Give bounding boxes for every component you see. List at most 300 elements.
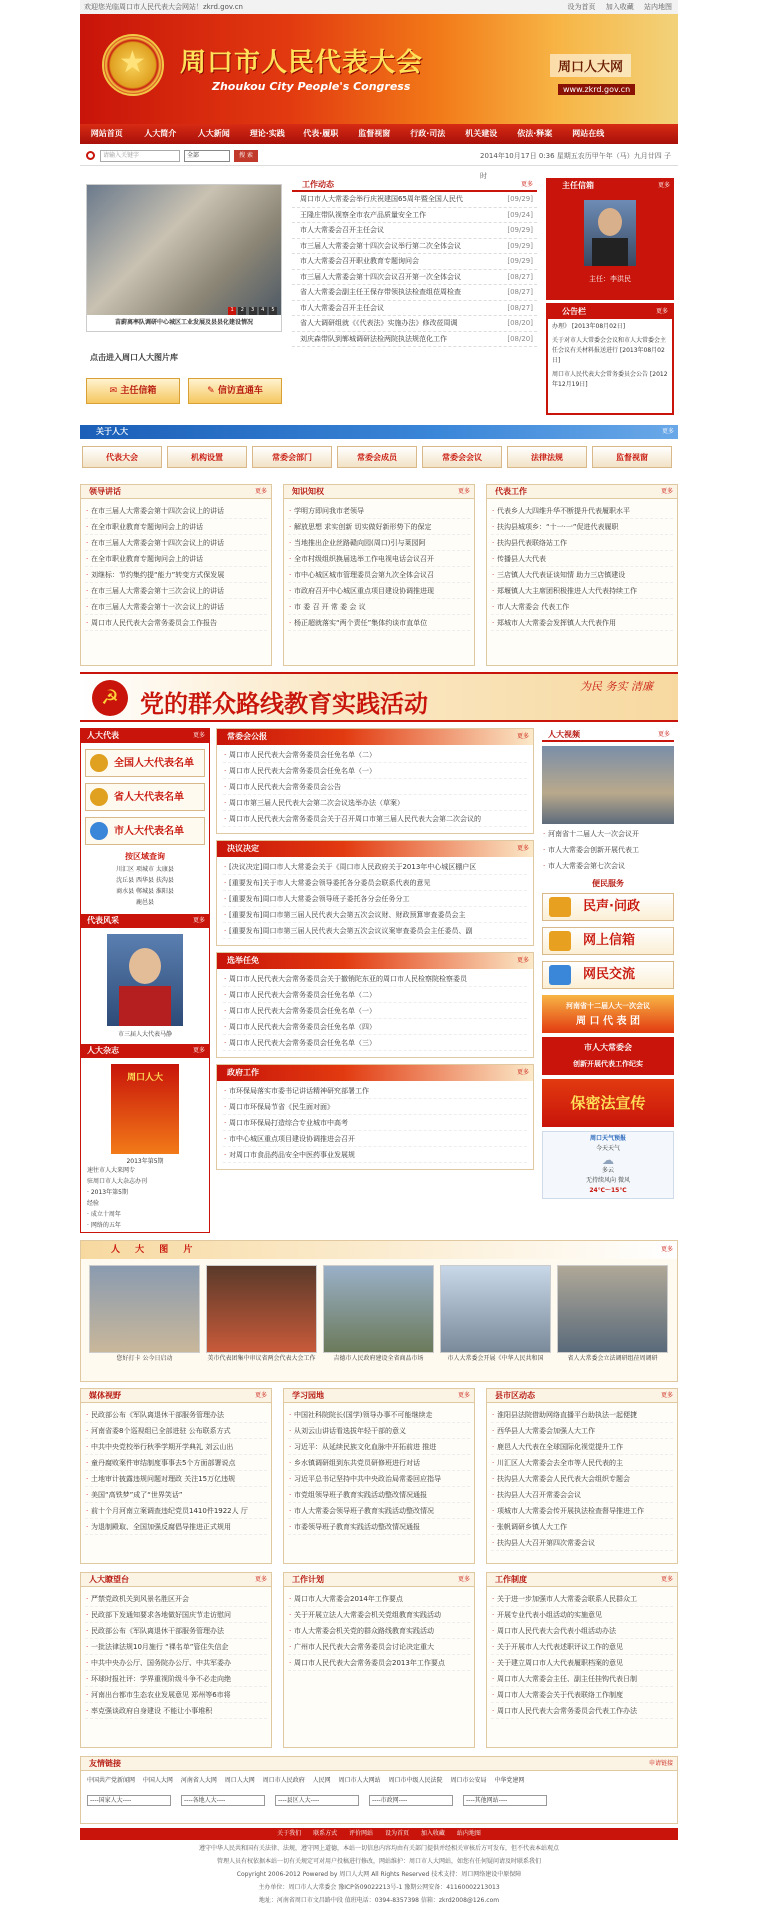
- column-header: [81, 1389, 271, 1403]
- committee-banner[interactable]: [542, 1037, 674, 1075]
- column-item[interactable]: · 为退制殿取、全国加强反腐倡导推进正式规用: [85, 1519, 267, 1535]
- column-item[interactable]: · 关于建立周口市人大代表履职档案的意见: [491, 1655, 673, 1671]
- column-item[interactable]: · 市 委 召 开 常 委 会 议: [288, 599, 470, 615]
- deputy-header: [81, 729, 209, 743]
- column-list: [284, 1587, 474, 1671]
- link-item[interactable]: 河南省人大网: [180, 1777, 217, 1784]
- government-select[interactable]: ----市政网----: [369, 1795, 453, 1806]
- nav-item-deputy[interactable]: 代表·履职: [303, 129, 339, 138]
- search-input[interactable]: 请输入关键字: [100, 150, 180, 162]
- site-name-badge: 周口人大网: [550, 54, 631, 77]
- column-item[interactable]: · 在市三届人大常委会第十四次会议上的讲话: [85, 535, 267, 551]
- column-more[interactable]: 更多: [254, 1576, 267, 1583]
- director-panel: [546, 178, 674, 300]
- column-title: 领导讲话: [89, 487, 121, 496]
- local-congress-select[interactable]: ----各地人大----: [181, 1795, 265, 1806]
- section-item[interactable]: · 周口市人民代表大会常务委员会公告: [223, 779, 527, 795]
- news-item[interactable]: [292, 192, 537, 208]
- section-list: [217, 857, 533, 941]
- column-item[interactable]: · 开展专业代表小组活动的实施意见: [491, 1607, 673, 1623]
- section-item[interactable]: · 周口市人民代表大会常务委员会任免名单（一）: [223, 1003, 527, 1019]
- party-campaign-banner[interactable]: [80, 672, 678, 722]
- news-item-title: 省人大常委会副主任王保存带领执法检查组莅周检查: [300, 288, 461, 296]
- party-campaign-slogan: 为民 务实 清廉: [580, 680, 653, 693]
- main-nav: [80, 124, 678, 144]
- mail-icon: ✉: [109, 386, 121, 396]
- nav-item-news[interactable]: 人大新闻: [197, 129, 230, 138]
- section-item[interactable]: · [重要发布]周口市人大常委会领导班子委托各分会任务分工: [223, 891, 527, 907]
- national-deputy-list-button[interactable]: 全国人大代表名单: [85, 749, 205, 777]
- weather-temp: 24℃～15℃: [589, 1187, 627, 1194]
- director-caption: 主任：李洪民: [589, 275, 631, 283]
- netizen-exchange-button[interactable]: 网民交流: [542, 961, 674, 989]
- section-list: [217, 745, 533, 829]
- about-button-congress[interactable]: 代表大会: [82, 446, 162, 468]
- news-item-date: [08/27]: [507, 288, 533, 296]
- slider-page[interactable]: 1: [228, 307, 236, 315]
- middle-section: [216, 840, 534, 946]
- slider-caption: 苗蔚离率队调研中心城区工业发展及县县化建设情况: [114, 319, 253, 326]
- section-item[interactable]: · 周口市人民代表大会常务委员会关于撤销陀东亚的周口市人民检察院检察委员: [223, 971, 527, 987]
- about-button-organization[interactable]: 机构设置: [167, 446, 247, 468]
- column-item[interactable]: · 河南省委8个巡视组已全部进驻 公布联系方式: [85, 1423, 267, 1439]
- director-more[interactable]: 更多: [657, 182, 670, 189]
- link-item[interactable]: 周口市中级人民法院: [388, 1777, 443, 1784]
- column-item[interactable]: · 关于进一步加强市人大常委会联系人民群众工: [491, 1591, 673, 1607]
- magazine-list: [81, 1165, 209, 1231]
- section-title: 常委会公报: [227, 732, 267, 741]
- about-button-supervision[interactable]: 监督视窗: [592, 446, 672, 468]
- column-item[interactable]: · 中国社科院院长(国学)领导办事不可能继续走: [288, 1407, 470, 1423]
- provincial-congress-banner[interactable]: [542, 995, 674, 1033]
- column-item[interactable]: · 代表乡人大四维升华不断提升代表履职水平: [491, 503, 673, 519]
- gallery-photo: [557, 1265, 668, 1353]
- magazine-item[interactable]: 速往市人大来网专: [87, 1167, 136, 1174]
- section-item[interactable]: · 周口市第三届人民代表大会第二次会议选举办法（草案）: [223, 795, 527, 811]
- column-item[interactable]: · 中共中央办公厅、国务院办公厅、中共军委办: [85, 1655, 267, 1671]
- column-item[interactable]: · 民政部公布《军队离退休干部服务管理办法: [85, 1623, 267, 1639]
- footer-link[interactable]: 关于我们: [277, 1830, 302, 1837]
- video-item[interactable]: · 市人大常委会创新开展代表工: [542, 842, 674, 858]
- region-list: [81, 864, 209, 908]
- news-column: [80, 1572, 272, 1748]
- top-links: [560, 0, 672, 14]
- link-item[interactable]: 周口市人民政府: [262, 1777, 305, 1784]
- magazine-item[interactable]: · 成立十周年: [87, 1211, 121, 1218]
- region-row[interactable]: 川汇区 项城市 太康县: [116, 866, 174, 873]
- column-item[interactable]: · 周口市人大常委会2014年工作要点: [288, 1591, 470, 1607]
- column-item[interactable]: · 杨正超就落实“两个责任”集体约谈市直单位: [288, 615, 470, 631]
- news-item-title: 市人大常委会召开主任会议: [300, 226, 384, 234]
- news-item-date: [09/24]: [507, 210, 533, 219]
- other-sites-select[interactable]: ----其他网站----: [463, 1795, 547, 1806]
- link-item[interactable]: 中华党建网: [494, 1777, 525, 1784]
- weather-widget: [542, 1131, 674, 1199]
- column-more[interactable]: 更多: [254, 1392, 267, 1399]
- deputy-style-title: 代表风采: [87, 916, 119, 925]
- column-item[interactable]: · 周口市人民代表大会代表小组活动办法: [491, 1623, 673, 1639]
- region-row[interactable]: 沈丘县 西华县 扶沟县: [116, 877, 174, 884]
- secrecy-law-banner[interactable]: 保密法宣传: [542, 1079, 674, 1127]
- column-item[interactable]: · 严禁党政机关到风景名胜区开会: [85, 1591, 267, 1607]
- gallery-item[interactable]: [323, 1265, 434, 1365]
- footer-link[interactable]: 设为首页: [384, 1830, 409, 1837]
- magazine-item[interactable]: 经验: [87, 1200, 100, 1207]
- news-item[interactable]: [292, 270, 537, 286]
- notice-more[interactable]: 更多: [655, 308, 668, 315]
- section-more[interactable]: 更多: [516, 957, 529, 964]
- column-item[interactable]: · 广州市人民代表大会常务委员会讨论决定重大: [288, 1639, 470, 1655]
- top-bar: [80, 0, 678, 14]
- site-title: 周口市人民代表大会: [180, 48, 424, 78]
- slider-page[interactable]: 2: [238, 307, 246, 315]
- news-item-title: 市三届人大常委会第十四次会议举行第二次全体会议: [300, 241, 461, 250]
- section-item[interactable]: · 周口市人民代表大会常务委员会任免名单（二）: [223, 747, 527, 763]
- column-item[interactable]: · 郑堰镇人大主席团积极推进人大代表持续工作: [491, 583, 673, 599]
- about-more[interactable]: 更多: [661, 428, 674, 435]
- section-item[interactable]: · 周口市环保局打造综合专业城市中高考: [223, 1115, 527, 1131]
- section-item[interactable]: · 周口市人民代表大会常务委员会任免名单（三）: [223, 1035, 527, 1051]
- photo-slider[interactable]: [86, 184, 282, 332]
- about-title: 关于人大: [96, 427, 128, 436]
- column-item[interactable]: · 乡水镇调研组到东共党员研修班进行对话: [288, 1455, 470, 1471]
- deputy-style-caption: 市三届人大代表马静: [117, 1031, 172, 1038]
- news-item-date: [08/27]: [507, 303, 533, 312]
- work-news-list: [292, 192, 537, 347]
- column-item[interactable]: · 周口市人大常委会关于代表联络工作制度: [491, 1687, 673, 1703]
- column-item[interactable]: · 在市三届人大常委会第十三次会议上的讲话: [85, 583, 267, 599]
- footer-link[interactable]: 评价网站: [349, 1830, 374, 1837]
- emblem-icon: [90, 822, 108, 840]
- column-item[interactable]: · 习近平总书记坚持中共中央政治局常委回应指导: [288, 1471, 470, 1487]
- nav-item-supervision[interactable]: 监督视窗: [358, 129, 391, 138]
- column-item[interactable]: · 前十个月河南立案调查违纪党员1410件1922人 厅: [85, 1503, 267, 1519]
- weather-title: 周口天气预报: [589, 1135, 626, 1142]
- column-list: [81, 1403, 271, 1535]
- column-more[interactable]: 更多: [254, 488, 267, 495]
- news-item[interactable]: [292, 239, 537, 255]
- gallery-caption: 您好打卡 公今日启动: [116, 1355, 173, 1362]
- video-item[interactable]: · 市人大常委会第七次会议: [542, 858, 674, 874]
- section-item[interactable]: · 周口市环保局节省《民生面对面》: [223, 1099, 527, 1115]
- deputy-style-photo[interactable]: [107, 934, 183, 1026]
- section-item[interactable]: · 周口市人民代表大会常务委员会任免名单（二）: [223, 987, 527, 1003]
- column-item[interactable]: · 童丹腐败案件审结制度事事去5个方面部署说点: [85, 1455, 267, 1471]
- nav-item-law[interactable]: 依法·释案: [517, 129, 553, 138]
- column-item[interactable]: · 在市三届人大常委会第十四次会议上的讲话: [85, 503, 267, 519]
- column-item[interactable]: · 扶沟县人大常委会人民代表大会组织专题会: [491, 1471, 673, 1487]
- column-item[interactable]: · 在全市职业教育专题询问会上的讲话: [85, 551, 267, 567]
- column-item[interactable]: · 环球时报社评：学界重视阶级斗争不必走向绝: [85, 1671, 267, 1687]
- link-item[interactable]: 周口人大网: [224, 1777, 255, 1784]
- column-item[interactable]: · 在市三届人大常委会第十一次会议上的讲话: [85, 599, 267, 615]
- gallery-item[interactable]: [206, 1265, 317, 1365]
- column-item[interactable]: · 市委领导班子教育实践活动整改情况通报: [288, 1519, 470, 1535]
- speech-icon: [549, 897, 571, 917]
- column-item[interactable]: · 周口市人民代表大会常务委员会代表工作办法: [491, 1703, 673, 1719]
- magazine-item[interactable]: 驻周口市人大杂志办刊: [87, 1178, 148, 1185]
- magazine-cover[interactable]: [111, 1064, 179, 1154]
- county-congress-select[interactable]: ----县区人大----: [275, 1795, 359, 1806]
- director-mailbox-button[interactable]: ✉ 主任信箱: [86, 378, 180, 404]
- deputy-style-more[interactable]: 更多: [192, 917, 205, 924]
- region-row[interactable]: 商水县 郸城县 淮阳县: [116, 888, 174, 895]
- search-button[interactable]: 搜 索: [234, 150, 258, 162]
- outlook-plan-rules-section: [80, 1572, 678, 1748]
- column-list: [81, 1587, 271, 1719]
- column-item[interactable]: · 川汇区人大常委会去全市等人民代表的主: [491, 1455, 673, 1471]
- news-item[interactable]: [292, 316, 537, 332]
- footer-line: 地址：河南省周口市文昌路中段 值班电话：0394-8357398 信箱：zkrd2008@126.com: [258, 1897, 500, 1904]
- gallery-item[interactable]: [89, 1265, 200, 1365]
- work-news-more[interactable]: 更多: [520, 181, 533, 188]
- section-header: [217, 953, 533, 969]
- petition-button[interactable]: ✎ 信访直通车: [188, 378, 282, 404]
- about-buttons: [82, 446, 678, 468]
- region-row[interactable]: 鹿邑县: [135, 899, 154, 906]
- news-item[interactable]: [292, 208, 537, 224]
- news-column: [486, 484, 678, 666]
- search-scope-select[interactable]: 全部: [184, 150, 230, 162]
- party-campaign-title: 党的群众路线教育实践活动: [140, 689, 428, 718]
- gallery-more[interactable]: 更多: [660, 1246, 673, 1253]
- column-item[interactable]: · 市人大常委会机关党的群众路线教育实践活动: [288, 1623, 470, 1639]
- section-list: [217, 1081, 533, 1165]
- public-inquiry-button[interactable]: 民声·问政: [542, 893, 674, 921]
- about-button-members[interactable]: 常委会成员: [337, 446, 417, 468]
- column-item[interactable]: · 扶沟县人大召开第四次常委会议: [491, 1535, 673, 1551]
- column-header: [284, 1389, 474, 1403]
- link-item[interactable]: 中国共产党新闻网 中国人大网: [87, 1777, 173, 1784]
- column-item[interactable]: · 解放思想 求实创新 切实做好新形势下的保定: [288, 519, 470, 535]
- links-row: [81, 1771, 677, 1791]
- magazine-header: [81, 1044, 209, 1058]
- province-deputy-list-button[interactable]: 省人大代表名单: [85, 783, 205, 811]
- city-deputy-list-button[interactable]: 市人大代表名单: [85, 817, 205, 845]
- director-photo: [584, 200, 636, 266]
- column-more[interactable]: 更多: [660, 1392, 673, 1399]
- column-item[interactable]: · 中共中央党校举行秋季学期开学典礼 刘云山出: [85, 1439, 267, 1455]
- news-item-date: [09/29]: [507, 241, 533, 250]
- notice-item[interactable]: 办理》 [2013年08月02日]: [552, 323, 626, 330]
- current-date: 2014年10月17日 0:36 星期五农历甲午年（马）九月廿四 子时: [480, 152, 672, 180]
- nav-item-online[interactable]: 网站在线: [572, 129, 605, 138]
- footer-link[interactable]: 联系方式: [313, 1830, 338, 1837]
- apply-link-button[interactable]: 申请链接: [648, 1760, 673, 1767]
- column-item[interactable]: · 民政部公布《军队离退休干部服务管理办法: [85, 1407, 267, 1423]
- section-more[interactable]: 更多: [516, 733, 529, 740]
- column-item[interactable]: · 项城市人大常委会传开展执法检查督导推进工作: [491, 1503, 673, 1519]
- news-item-title: 周口市人大常委会举行庆祝建国65周年暨全国人民代: [300, 195, 463, 203]
- section-item[interactable]: · [重要发布]周口市第三届人民代表大会第五次会议议案审查委员会主任委员、副: [223, 923, 527, 939]
- column-item[interactable]: · 河南出台都市生态农业发展意见 郑州等6市将: [85, 1687, 267, 1703]
- column-more[interactable]: 更多: [457, 1576, 470, 1583]
- nav-item-theory[interactable]: 理论·实践: [249, 129, 285, 138]
- magazine-item[interactable]: · 网络的五年: [87, 1222, 121, 1229]
- news-item[interactable]: [292, 285, 537, 301]
- column-item[interactable]: · 郑城市人大常委会发挥镇人大代表作用: [491, 615, 673, 631]
- gallery-photo: [89, 1265, 200, 1353]
- site-url: www.zkrd.gov.cn: [558, 84, 635, 95]
- section-item[interactable]: · [重要发布]周口市第三届人民代表大会第五次会议财、财政预算审查委员会主: [223, 907, 527, 923]
- column-item[interactable]: · 市人大常委会领导班子教育实践活动整改情况: [288, 1503, 470, 1519]
- section-list: [217, 969, 533, 1053]
- column-item[interactable]: · 传播县人大代表: [491, 551, 673, 567]
- section-header: [217, 729, 533, 745]
- column-item[interactable]: · 张帆调研乡镇人大工作: [491, 1519, 673, 1535]
- slider-page[interactable]: 3: [249, 307, 257, 315]
- column-item[interactable]: · 周口市人民代表大会常务委员会2013年工作要点: [288, 1655, 470, 1671]
- column-item[interactable]: · 刘继标：节约集约提“能力”转变方式保发展: [85, 567, 267, 583]
- section-item[interactable]: · 周口市人民代表大会常务委员会关于召开周口市第三届人民代表大会第二次会议的: [223, 811, 527, 827]
- footer-line: Copyright 2006-2012 Powered by 周口人大网 All Rights Reserved 技术支持：周口网络建设中原保障: [236, 1871, 522, 1878]
- magazine-issue: 2013年第5期: [126, 1158, 164, 1165]
- video-item[interactable]: · 河南省十二届人大一次会议开: [542, 826, 674, 842]
- mail-icon: [549, 931, 571, 951]
- column-item[interactable]: · 一批法律法规10月施行 “裸名单”管住失信企: [85, 1639, 267, 1655]
- footer: [80, 1828, 678, 1912]
- link-item[interactable]: 人民网: [312, 1777, 331, 1784]
- link-item[interactable]: 周口市公安局: [450, 1777, 487, 1784]
- footer-link[interactable]: 站内地图: [456, 1830, 481, 1837]
- section-item[interactable]: · 市环保局落实市委书记讲话精神研究部署工作: [223, 1083, 527, 1099]
- column-item[interactable]: · 市党组领导班子教育实践活动整改情况通报: [288, 1487, 470, 1503]
- about-button-meetings[interactable]: 常委会会议: [422, 446, 502, 468]
- column-item[interactable]: · 全市村级组织换届选举工作电视电话会议召开: [288, 551, 470, 567]
- banner-line: 河南省十二届人大一次会议: [566, 1002, 650, 1010]
- section-item[interactable]: · [决议决定]周口市人大常委会关于《周口市人民政府关于2013年中心城区棚户区: [223, 859, 527, 875]
- column-item[interactable]: · 西华县人大常委会加强人大工作: [491, 1423, 673, 1439]
- gallery-item[interactable]: [440, 1265, 551, 1365]
- news-column: [486, 1572, 678, 1748]
- online-mailbox-button[interactable]: 网上信箱: [542, 927, 674, 955]
- search-bar: [80, 146, 678, 180]
- section-more[interactable]: 更多: [516, 845, 529, 852]
- gallery-caption: 美市代表团集中审议省两会代表大会工作: [207, 1355, 316, 1362]
- column-header: [81, 485, 271, 499]
- column-item[interactable]: · 周口市人民代表大会常务委员会工作报告: [85, 615, 267, 631]
- section-item[interactable]: · [重要发布]关于市人大常委会领导委托各分委员会联系代表的意见: [223, 875, 527, 891]
- about-button-laws[interactable]: 法律法规: [507, 446, 587, 468]
- set-homepage-link[interactable]: 设为首页: [567, 3, 596, 11]
- column-item[interactable]: · 市中心城区城市管理委员会第九次全体会议召: [288, 567, 470, 583]
- section-item[interactable]: · 周口市人民代表大会常务委员会任免名单（四）: [223, 1019, 527, 1035]
- gallery-item[interactable]: [557, 1265, 668, 1365]
- column-title: 工作计划: [292, 1575, 324, 1584]
- column-item[interactable]: · 关于开展立法人大常委会机关党组教育实践活动: [288, 1607, 470, 1623]
- news-item[interactable]: [292, 254, 537, 270]
- column-item[interactable]: · 当地推出企业丝路赣向园(周口)引与莱园阿: [288, 535, 470, 551]
- middle-section: [216, 1064, 534, 1170]
- national-congress-select[interactable]: ----国家人大----: [87, 1795, 171, 1806]
- column-title: 人大瞭望台: [89, 1575, 129, 1584]
- news-item[interactable]: [292, 301, 537, 317]
- column-more[interactable]: 更多: [660, 1576, 673, 1583]
- column-more[interactable]: 更多: [457, 1392, 470, 1399]
- middle-section: [216, 952, 534, 1058]
- director-title: 主任信箱: [562, 181, 594, 190]
- gallery-title: 人 大 图 片: [111, 1245, 199, 1255]
- column-item[interactable]: · 三店镇人大代表证谈知情 助力三店镇建设: [491, 567, 673, 583]
- section-more[interactable]: 更多: [516, 1069, 529, 1076]
- column-title: 代表工作: [495, 487, 527, 496]
- column-item[interactable]: · 扶沟县代表联络站工作: [491, 535, 673, 551]
- nav-item-home[interactable]: 网站首页: [90, 129, 123, 138]
- video-thumbnail[interactable]: [542, 746, 674, 824]
- news-item[interactable]: [292, 223, 537, 239]
- nav-item-organ[interactable]: 机关建设: [465, 129, 498, 138]
- column-item[interactable]: · 扶沟县城项乡：“十一·一”促进代表履职: [491, 519, 673, 535]
- section-item[interactable]: · 周口市人民代表大会常务委员会任免名单（一）: [223, 763, 527, 779]
- right-column: [542, 728, 674, 1233]
- column-more[interactable]: 更多: [660, 488, 673, 495]
- slider-page[interactable]: 4: [259, 307, 267, 315]
- weather-condition: 多云: [601, 1167, 614, 1174]
- column-item[interactable]: · 学明方即问我市老领导: [288, 503, 470, 519]
- magazine-item[interactable]: · 2013年第5期: [87, 1189, 128, 1196]
- column-item[interactable]: · 从刘云山讲话看选拔年轻干部的意义: [288, 1423, 470, 1439]
- deputy-more[interactable]: 更多: [192, 732, 205, 739]
- link-item[interactable]: 周口市人大网站: [338, 1777, 381, 1784]
- column-item[interactable]: · 关于开展市人大代表述职评议工作的意见: [491, 1639, 673, 1655]
- section-item[interactable]: · 对周口市食品药品安全中医药事业发展规: [223, 1147, 527, 1163]
- sitemap-link[interactable]: 站内地图: [644, 3, 672, 11]
- about-button-departments[interactable]: 常委会部门: [252, 446, 332, 468]
- nav-item-about[interactable]: 人大简介: [144, 129, 177, 138]
- news-item[interactable]: [292, 332, 537, 348]
- column-item[interactable]: · 民政部下发通知要求各地做好国庆节走访慰问: [85, 1607, 267, 1623]
- column-item[interactable]: · 市政府召开中心城区重点项目建设协调推进现: [288, 583, 470, 599]
- section-item[interactable]: · 市中心城区重点项目建设协调推进会召开: [223, 1131, 527, 1147]
- slider-pager: [228, 305, 277, 315]
- column-item[interactable]: · 习近平：从延续民族文化血脉中开拓前进 推进: [288, 1439, 470, 1455]
- column-item[interactable]: · 土地审计披露违规问题对理政 关注15万亿违规: [85, 1471, 267, 1487]
- banner-line: 周 口 代 表 团: [576, 1016, 640, 1027]
- column-item[interactable]: · 率克强谈政府自身建设 不能让小事堆积: [85, 1703, 267, 1719]
- section-title: 政府工作: [227, 1068, 259, 1077]
- column-more[interactable]: 更多: [457, 488, 470, 495]
- column-list: [487, 1403, 677, 1551]
- column-header: [81, 1573, 271, 1587]
- column-item[interactable]: · 扶沟县人大召开常委会会议: [491, 1487, 673, 1503]
- column-header: [487, 1389, 677, 1403]
- slider-page[interactable]: 5: [269, 307, 277, 315]
- column-list: [487, 499, 677, 631]
- column-item[interactable]: · 周口市人大常委会主任、副主任挂钩代表日制: [491, 1671, 673, 1687]
- column-item[interactable]: · 淮阳县法院借助网络直播平台助执法一起便捷: [491, 1407, 673, 1423]
- footer-link[interactable]: 加入收藏: [420, 1830, 445, 1837]
- photo-library-link[interactable]: 点击进入周口人大图片库: [90, 353, 178, 362]
- section-title: 选举任免: [227, 956, 259, 965]
- news-column: [80, 484, 272, 666]
- magazine-title: 人大杂志: [87, 1046, 119, 1055]
- notice-item[interactable]: 关于对市人大常委会会议和市人大常委会主任会议有关材料报送进行 [2013年08月02日]: [552, 337, 667, 364]
- column-item[interactable]: · 美国“高铁梦”成了“世界笑话”: [85, 1487, 267, 1503]
- column-item[interactable]: · 在全市职业教育专题询问会上的讲话: [85, 519, 267, 535]
- video-more[interactable]: 更多: [657, 731, 670, 738]
- slider-photo: [87, 185, 281, 315]
- notice-item[interactable]: 周口市人民代表大会常务委员会公告 [2012年12月19日]: [552, 371, 668, 388]
- column-item[interactable]: · 市人大常委会 代表工作: [491, 599, 673, 615]
- magazine-more[interactable]: 更多: [192, 1047, 205, 1054]
- banner-line: 创新开展代表工作纪实: [573, 1060, 643, 1068]
- news-item-title: 省人大调研组就《《代表法》实施办法》修改莅周调: [300, 319, 458, 327]
- column-header: [284, 1573, 474, 1587]
- nav-item-admin-justice[interactable]: 行政·司法: [410, 129, 446, 138]
- deputy-style-header: [81, 914, 209, 928]
- add-favorite-link[interactable]: 加入收藏: [605, 3, 634, 11]
- column-item[interactable]: · 鹿邑人大代表在全球国际化视觉提升工作: [491, 1439, 673, 1455]
